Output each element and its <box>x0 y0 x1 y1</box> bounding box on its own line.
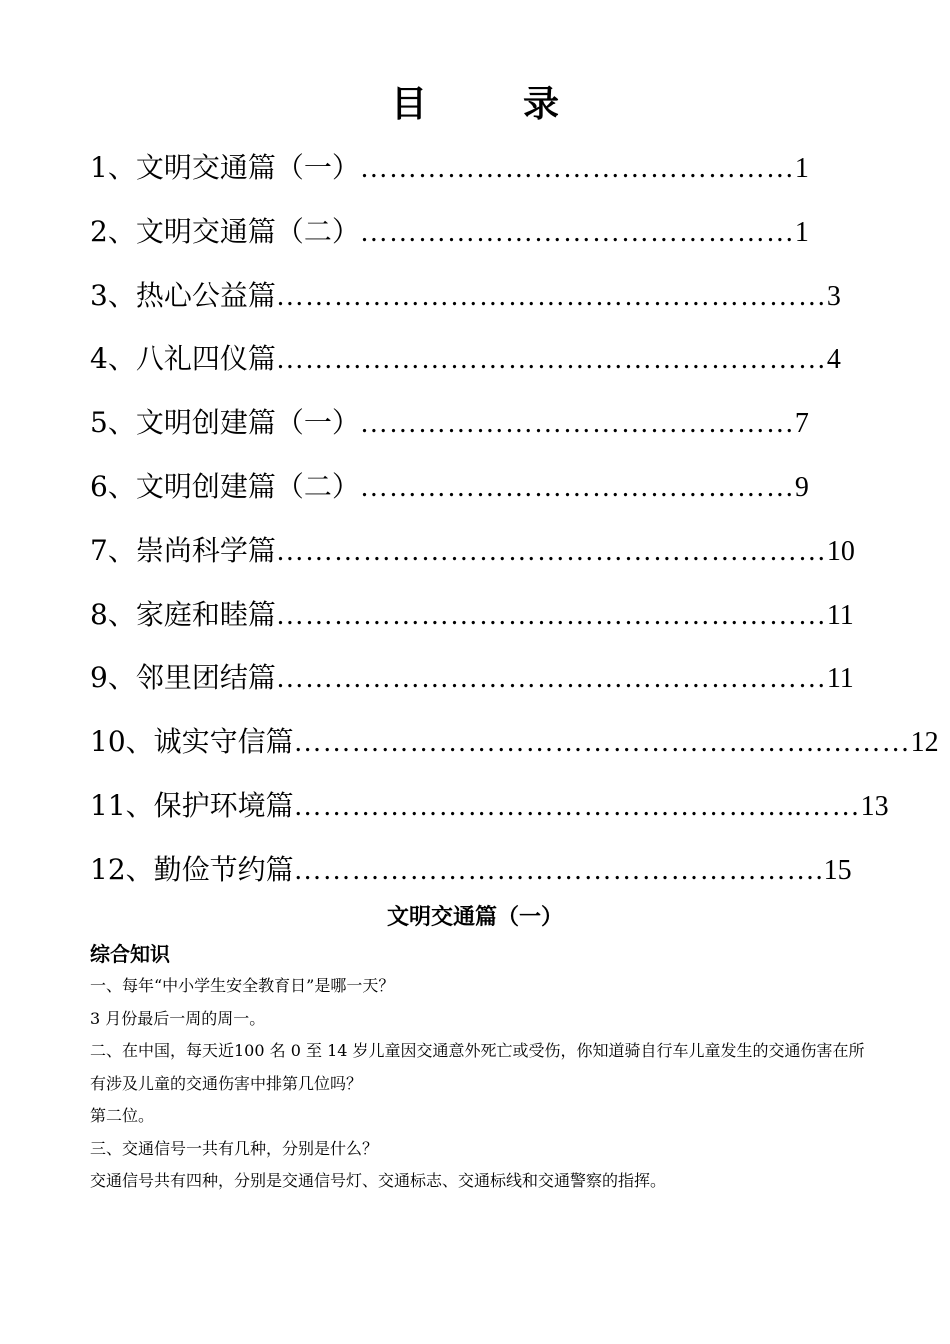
toc-page-number: 7 <box>794 408 809 440</box>
toc-entry[interactable] <box>90 337 841 401</box>
toc-page-number: 12 <box>910 727 939 759</box>
answer-text: 交通信号共有四种，分别是交通信号灯、交通标志、交通标线和交通警察的指挥。 <box>90 1171 667 1190</box>
toc-leader-dots: ………………………………………………… <box>275 663 827 695</box>
toc-leader-dots: ……………………………………… <box>359 408 795 440</box>
toc-entry-label: 5、文明创建篇（一） <box>90 406 360 440</box>
section-subheading: 综合知识 <box>90 942 170 966</box>
toc-entry-label: 10、诚实守信篇 <box>90 725 294 759</box>
toc-leader-dots: ……………………………………… <box>359 471 795 503</box>
answer-text: 第二位。 <box>90 1106 155 1125</box>
toc-entry-label: 11、保护环境篇 <box>90 788 294 822</box>
toc-entry[interactable] <box>90 529 855 593</box>
section-title: 文明交通篇（一） <box>386 905 563 930</box>
toc-page-number: 13 <box>860 790 889 822</box>
toc-page-number: 15 <box>823 854 852 886</box>
toc-entry[interactable] <box>90 210 810 274</box>
toc-page-number: 11 <box>826 599 854 631</box>
toc-entry[interactable] <box>90 146 810 210</box>
toc-entry[interactable] <box>90 593 854 657</box>
toc-title: 目 录 <box>390 83 589 125</box>
toc-leader-dots: ………………………………………………… <box>275 344 827 376</box>
toc-page-number: 1 <box>794 216 809 248</box>
answer-text: 3 月份最后一周的周一。 <box>90 1008 266 1028</box>
toc-page-number: 9 <box>794 471 809 503</box>
toc-entry-label: 4、八礼四仪篇 <box>90 342 276 376</box>
toc-leader-dots: ……………………………………… <box>359 153 795 184</box>
toc-entry[interactable] <box>90 465 810 529</box>
toc-entry[interactable] <box>90 720 939 784</box>
question-text: 二、在中国，每天近100 名 0 至 14 岁儿童因交通意外死亡或受伤，你知道骑自行车儿童发生的交通伤害在所有涉及儿童的交通伤害中排第几位吗？ <box>90 1041 865 1093</box>
toc-entry-label: 12、勤俭节约篇 <box>90 852 294 886</box>
toc-entry-label: 1、文明交通篇（一） <box>90 151 360 184</box>
toc-leader-dots: ………………………………………………… <box>275 280 827 312</box>
toc-entry-label: 7、崇尚科学篇 <box>90 533 276 567</box>
toc-leader-dots: ……………………………………… <box>359 216 795 248</box>
toc-entry[interactable] <box>90 784 889 848</box>
toc-page-number: 4 <box>826 344 841 376</box>
toc-entry-label: 8、家庭和睦篇 <box>90 597 276 631</box>
section-body <box>90 970 870 1198</box>
toc-entry-label: 2、文明交通篇（二） <box>90 214 360 248</box>
toc-entry-label: 9、邻里团结篇 <box>90 661 276 695</box>
toc-page-number: 11 <box>826 663 854 695</box>
question-text: 三、交通信号一共有几种，分别是什么？ <box>90 1138 379 1158</box>
toc-entry[interactable] <box>90 274 841 338</box>
toc-leader-dots: ………………………………………………. <box>293 854 824 886</box>
toc-leader-dots: ……………………………………………..…… <box>293 790 861 822</box>
toc-page-number: 10 <box>826 535 855 567</box>
toc-page-number: 1 <box>794 153 809 184</box>
table-of-contents <box>90 146 939 912</box>
toc-page-number: 3 <box>826 280 841 312</box>
toc-leader-dots: ………………………………………………… <box>275 535 827 567</box>
toc-leader-dots: ………………………………………………… <box>275 599 827 631</box>
toc-entry-label: 6、文明创建篇（二） <box>90 469 360 503</box>
toc-entry-label: 3、热心公益篇 <box>90 278 276 312</box>
toc-entry[interactable] <box>90 401 810 465</box>
toc-entry[interactable] <box>90 656 854 720</box>
toc-leader-dots: ……………………………………………….……… <box>293 727 911 759</box>
question-text: 一、每年“中小学生安全教育日”是哪一天？ <box>90 976 395 995</box>
